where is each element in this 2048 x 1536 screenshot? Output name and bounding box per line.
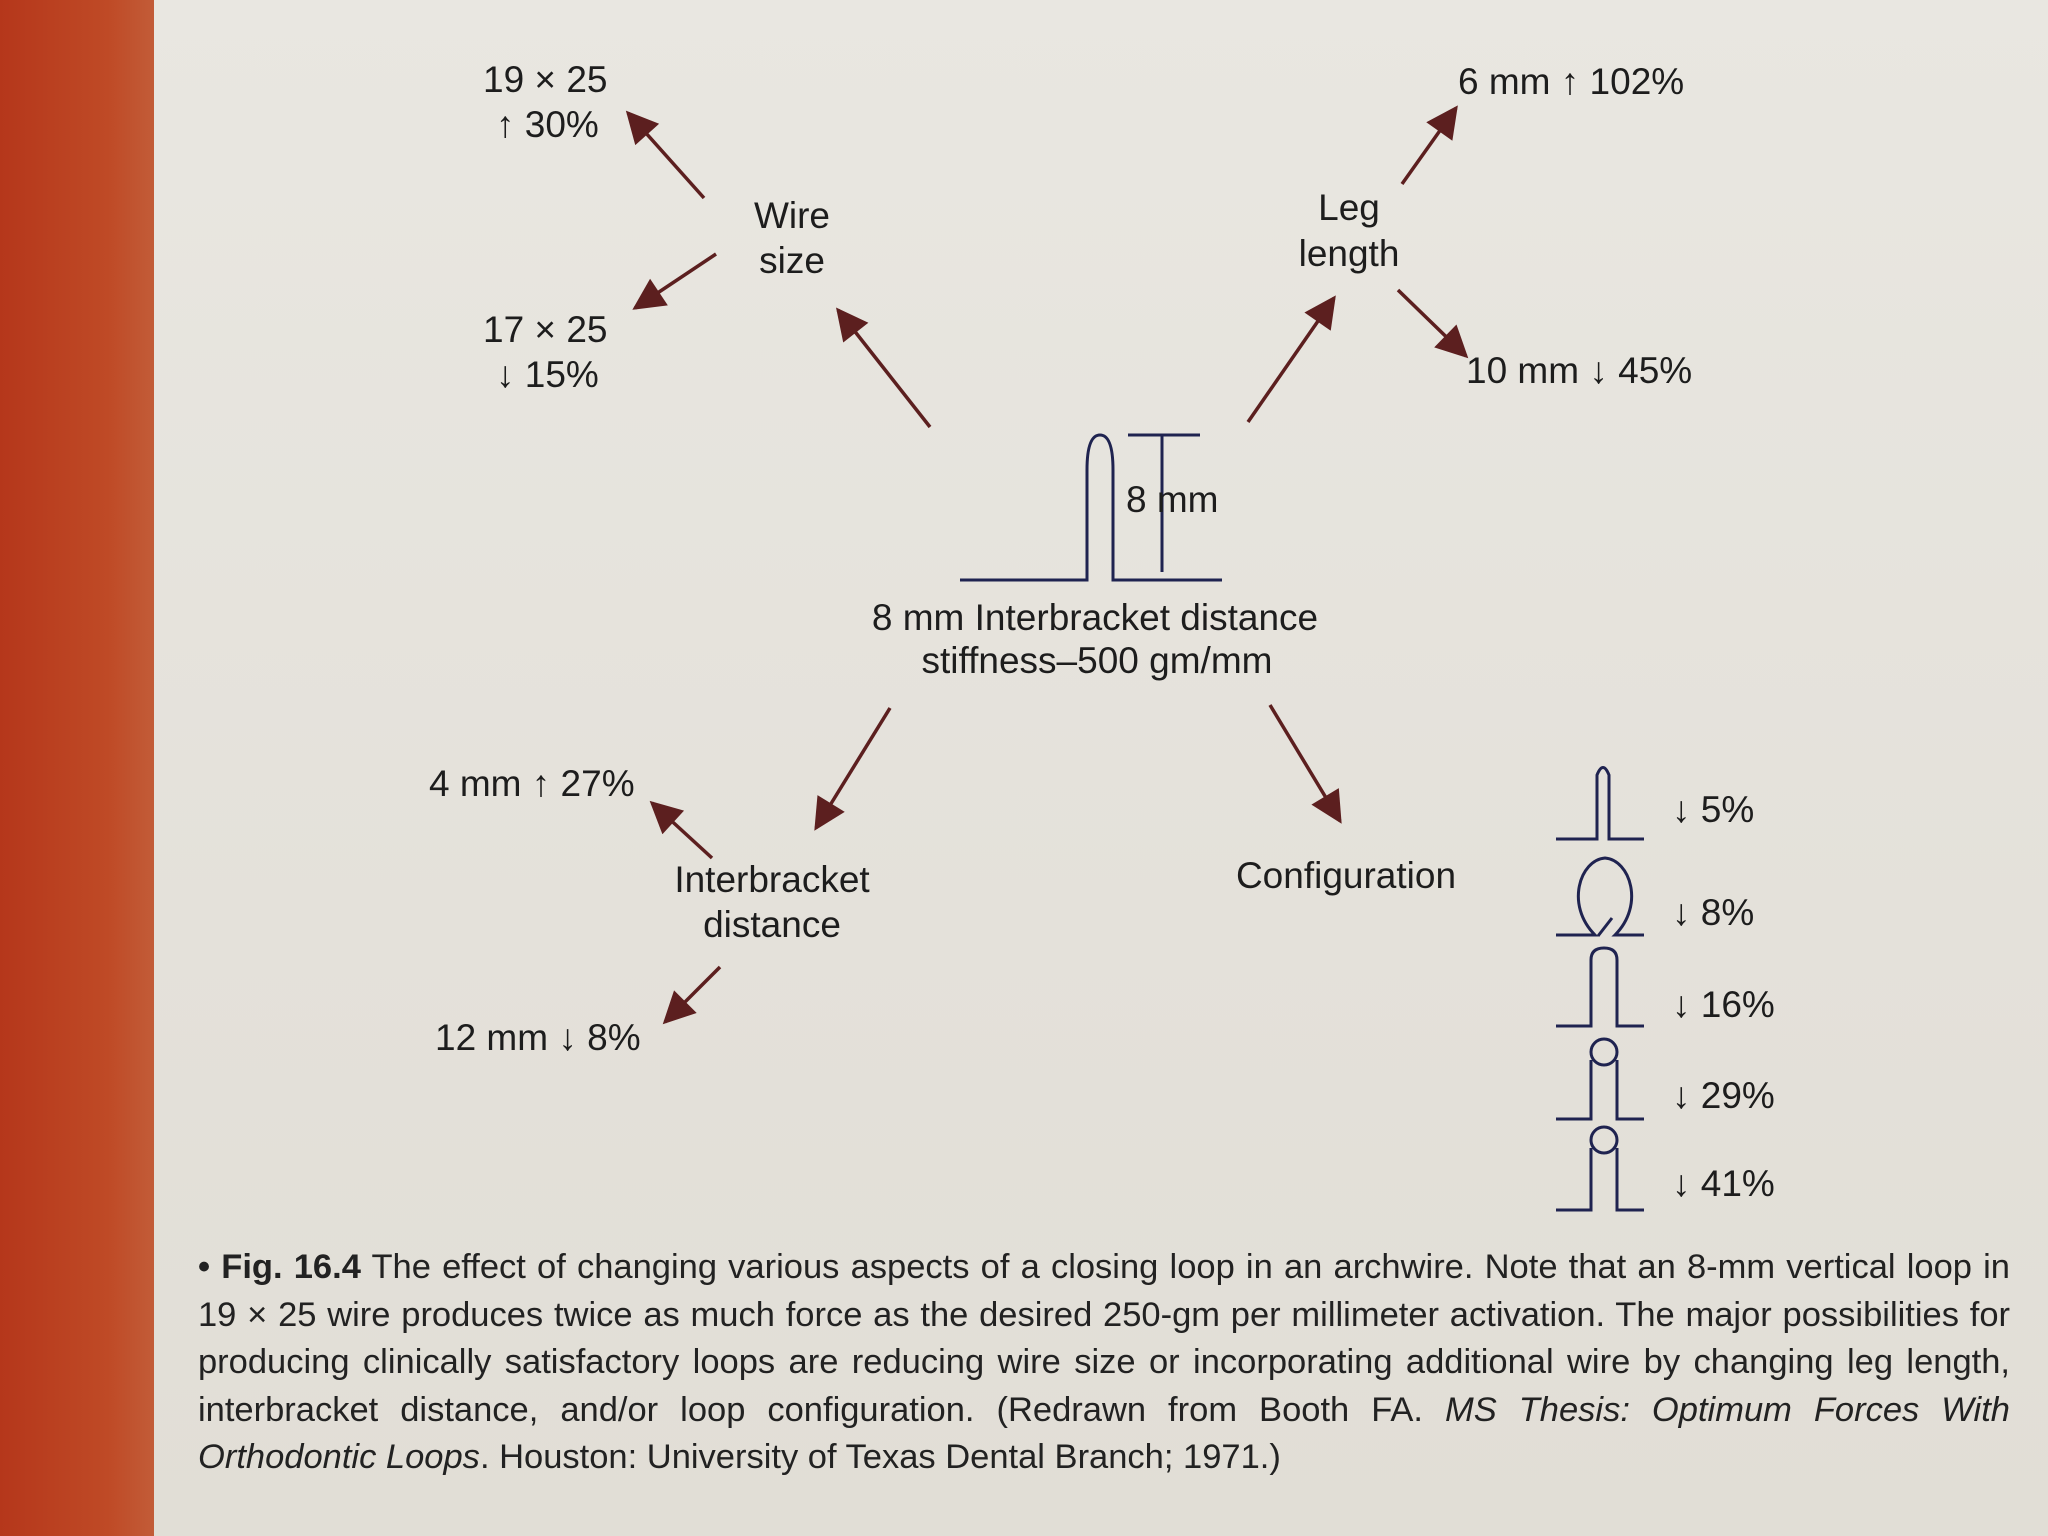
config-value-5: ↓ 41% — [1672, 1163, 1775, 1204]
config-loop-teardrop — [1556, 858, 1644, 935]
leg-length-up-value: 6 mm ↑ 102% — [1458, 61, 1685, 102]
center-label-line1: 8 mm Interbracket distance — [871, 597, 1319, 638]
leg-length-label-line2: length — [1298, 233, 1400, 274]
config-loop-tall-helix — [1556, 1148, 1644, 1210]
arrow-wire-size-up — [628, 113, 704, 198]
caption-text-end: . Houston: University of Texas Dental Branch; 1971.) — [479, 1438, 1281, 1476]
interbracket-down-value: 12 mm ↓ 8% — [435, 1017, 641, 1058]
figure-caption — [198, 1244, 2010, 1482]
config-loop-vertical — [1556, 768, 1644, 840]
interbracket-up-value: 4 mm ↑ 27% — [429, 763, 635, 804]
wire-size-down-line2: ↓ 15% — [496, 354, 599, 395]
interbracket-label-line2: distance — [703, 904, 841, 945]
loop-height-label: 8 mm — [1126, 479, 1219, 520]
wire-size-label-line2: size — [759, 240, 825, 281]
configuration-label: Configuration — [1235, 855, 1457, 896]
arrow-center-to-interbracket — [816, 708, 890, 828]
config-value-4: ↓ 29% — [1672, 1075, 1775, 1116]
center-label-line2: stiffness–500 gm/mm — [921, 640, 1273, 681]
config-loop-helix — [1556, 1060, 1644, 1119]
interbracket-label-line1: Interbracket — [674, 859, 870, 900]
config-value-1: ↓ 5% — [1672, 789, 1755, 830]
wire-size-down-line1: 17 × 25 — [483, 309, 608, 350]
caption-cited-title: MS Thesis: Optimum Forces With Orthodontic Loops — [198, 1390, 2010, 1476]
wire-size-up-line2: ↑ 30% — [496, 104, 599, 145]
figure-label: • Fig. 16.4 — [198, 1248, 361, 1286]
arrow-leg-length-down — [1398, 290, 1466, 356]
arrow-center-to-wire-size — [838, 310, 930, 427]
wire-size-up-line1: 19 × 25 — [483, 59, 608, 100]
config-loop-rectangular — [1556, 948, 1644, 1026]
loop-configurations — [1556, 768, 1644, 1211]
config-value-2: ↓ 8% — [1672, 892, 1755, 933]
arrow-interbracket-down — [665, 967, 720, 1022]
arrow-leg-length-up — [1402, 108, 1456, 184]
caption-text: The effect of changing various aspects of a closing loop in an archwire. Note that an 8-mm vertical loop in 19 × 25 wire produces twice as much force as the desired 250-gm per millimeter activation. The major possibilities for producing clinically satisfactory loops are reducing wire size or incorporating additional wire by changing leg length, interbracket distance, and/or loop configuration. (Redrawn from Booth FA. — [198, 1248, 2010, 1429]
leg-length-label-line1: Leg — [1318, 187, 1380, 228]
arrow-wire-size-down — [635, 254, 716, 308]
wire-size-label-line1: Wire — [753, 195, 831, 236]
leg-length-down-value: 10 mm ↓ 45% — [1466, 350, 1693, 391]
arrow-center-to-leg-length — [1248, 298, 1334, 422]
arrow-interbracket-up — [652, 803, 712, 858]
config-value-3: ↓ 16% — [1672, 984, 1775, 1025]
arrow-center-to-configuration — [1270, 705, 1340, 821]
